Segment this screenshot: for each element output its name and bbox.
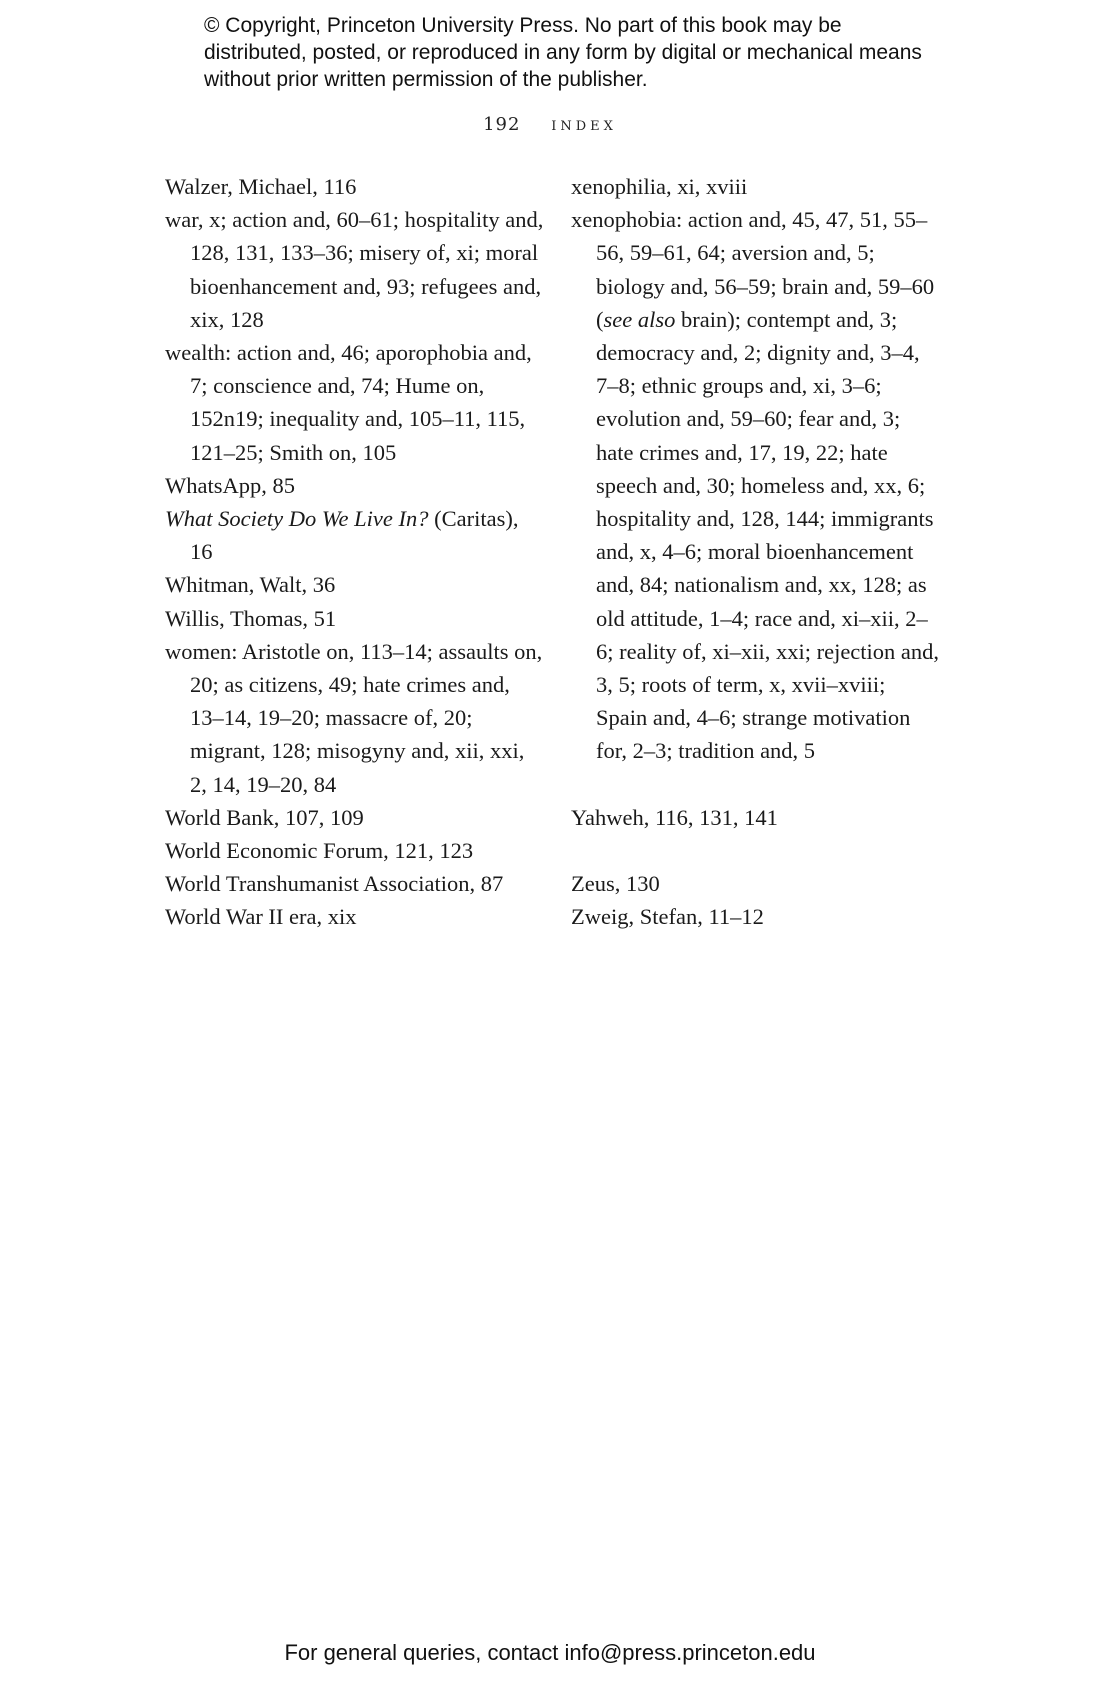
index-entry: Willis, Thomas, 51 (165, 605, 337, 631)
index-entry: WhatsApp, 85 (165, 472, 295, 498)
book-title-italic: What Society Do We Live In? (165, 506, 429, 532)
index-entry: women: Aristotle on, 113–14; assaults on, 20; as citizens, 49; hate crimes and, 13–14, 19–20; massacre of, 20; migrant, 128; misogyny and, xii, xxi, 2, 14, 19–20, 84 (165, 638, 543, 797)
running-head (0, 114, 1100, 135)
index-entry: Walzer, Michael, 116 (165, 174, 357, 199)
index-entry: xenophilia, xi, xviii (571, 174, 748, 199)
index-entry: World Transhumanist Association, 87 (165, 871, 504, 897)
index-entry: Yahweh, 116, 131, 141 (571, 804, 778, 830)
index-entry (571, 203, 941, 767)
index-entry: World Bank, 107, 109 (165, 804, 364, 830)
index-entry: wealth: action and, 46; aporophobia and, 7; conscience and, 74; Hume on, 152n19; inequality and, 105–11, 115, 121–25; Smith on, 105 (165, 340, 532, 465)
page-number: 192 (483, 114, 521, 135)
index-entry: Whitman, Walt, 36 (165, 572, 336, 598)
entry-text: xenophobia: action and, 45, 47, 51, 55–56, 59–61, 64; aversion and, 5; biology and, 56–59; brain and, 59–60 ( (571, 207, 935, 332)
entry-text: (Caritas), 16 (190, 506, 519, 565)
index-entry (165, 502, 545, 568)
section-title: index (551, 114, 617, 135)
index-column-left (165, 170, 545, 934)
letter-group-gap (571, 768, 941, 801)
index-entry: World War II era, xix (165, 904, 357, 930)
index-entry: war, x; action and, 60–61; hospitality and, 128, 131, 133–36; misery of, xi; moral bioenhancement and, 93; refugees and, xix, 128 (165, 207, 544, 332)
index-entry: Zeus, 130 (571, 870, 660, 896)
copyright-notice: © Copyright, Princeton University Press. No part of this book may be distributed, posted, or reproduced in any form by digital or mechanical means without prior written permission of the publisher. (204, 14, 922, 91)
footer-contact: For general queries, contact info@press.princeton.edu (284, 1640, 816, 1665)
index-entry: World Economic Forum, 121, 123 (165, 838, 474, 864)
entry-text: brain); contempt and, 3; democracy and, 2; dignity and, 3–4, 7–8; ethnic groups and, xi, 3–6; evolution and, 59–60; fear and, 3; hate crimes and, 17, 19, 22; hate speech and, 30; homeless and, xx, 6; hospitality and, 128, 144; immigrants and, x, 4–6; moral bioenhancement and, 84; nationalism and, xx, 128; as old attitude, 1–4; race and, xi–xii, 2–6; reality of, xi–xii, xxi; rejection and, 3, 5; roots of term, x, xvii–xviii; Spain and, 4–6; strange motivation for, 2–3; tradition and, 5 (596, 306, 940, 764)
see-also-italic: see also (603, 306, 676, 332)
index-entry: Zweig, Stefan, 11–12 (571, 904, 764, 930)
index-column-right (571, 170, 941, 933)
letter-group-gap (571, 834, 941, 867)
